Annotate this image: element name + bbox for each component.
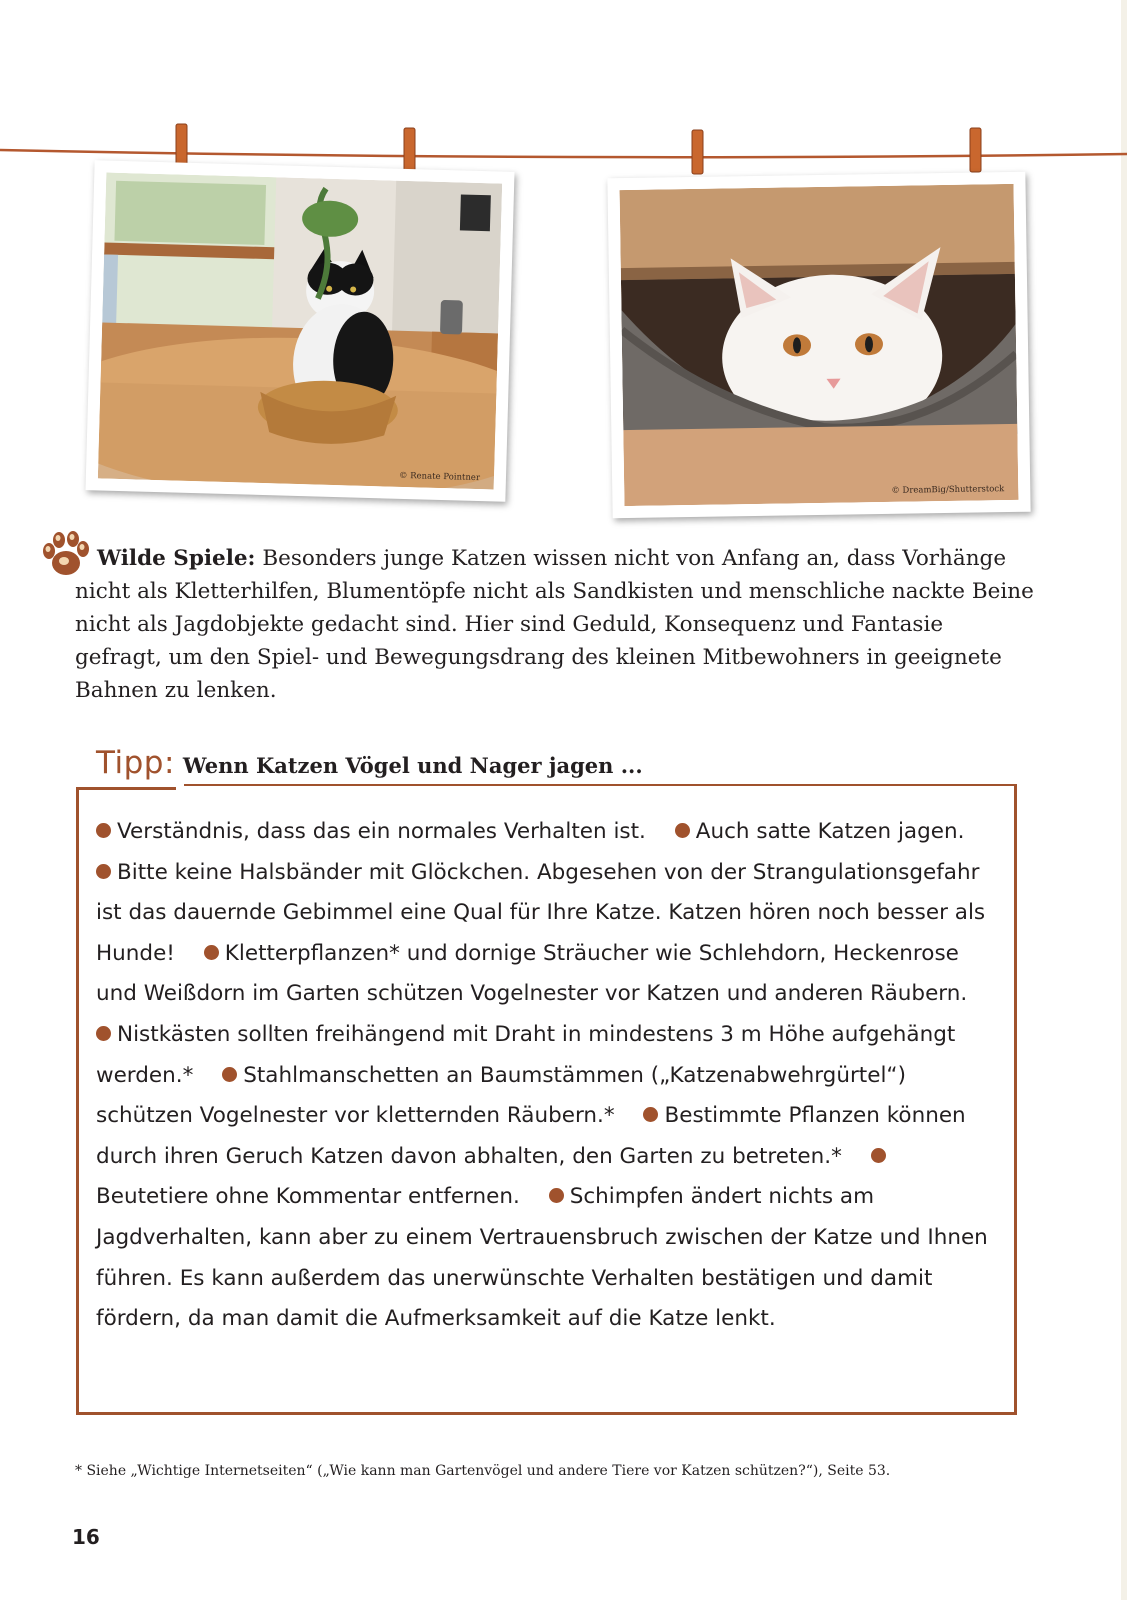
round-bullet-icon [96,823,111,838]
page-edge-strip [1121,0,1127,1600]
round-bullet-icon [871,1148,886,1163]
tip-item-text: Bitte keine Halsbänder mit Glöckchen. Abgesehen von der Strangulationsgefahr ist das dauernde Gebimmel eine Qual für Ihre Katze. Katzen hören noch besser als Hunde! [96,859,986,966]
round-bullet-icon [96,864,111,879]
intro-lead: Wilde Spiele: [97,546,256,571]
round-bullet-icon [204,945,219,960]
footnote: * Siehe „Wichtige Internetseiten“ („Wie kann man Gartenvögel und andere Tiere vor Katzen schützen?“), Seite 53. [75,1463,891,1479]
round-bullet-icon [643,1107,658,1122]
clothespin-2 [404,128,415,172]
tip-label: Tipp: [96,745,175,781]
tip-item [96,941,967,1007]
round-bullet-icon [675,823,690,838]
photo-cat-in-basket [85,160,514,502]
round-bullet-icon [96,1026,111,1041]
photo-credit: © DreamBig/Shutterstock [891,484,1005,496]
photo-white-cat [607,172,1030,519]
tip-item-text: Verständnis, dass das ein normales Verhalten ist. [117,819,646,844]
photo-image [620,184,1019,506]
tip-item-text: Bestimmte Pflanzen können durch ihren Geruch Katzen davon abhalten, den Garten zu betreten.* [96,1103,966,1169]
page-number: 16 [72,1525,100,1549]
tip-heading [96,745,643,781]
tip-item [96,819,646,844]
tip-item [675,819,965,844]
photo-credit: © Renate Pointner [398,470,481,484]
tip-item-text: Stahlmanschetten an Baumstämmen („Katzenabwehrgürtel“) schützen Vogelnester vor kletternden Räubern.* [96,1062,906,1129]
round-bullet-icon [222,1067,237,1082]
tip-item-text: Auch satte Katzen jagen. [695,819,965,844]
round-bullet-icon [549,1188,564,1203]
tip-title: Wenn Katzen Vögel und Nager jagen ... [182,753,643,778]
intro-paragraph [75,542,1035,707]
tip-item-text: Schimpfen ändert nichts am Jagdverhalten, kann aber zu einem Vertrauensbruch zwischen der Katze und Ihnen führen. Es kann außerdem das unerwünschte Verhalten bestätigen und damit fördern, da man damit die Aufmerksamkeit auf die Katze lenkt. [96,1184,988,1332]
clothespin-3 [692,130,703,174]
tip-label-underline [76,787,176,790]
tip-item-text: Nistkästen sollten freihängend mit Draht in mindestens 3 m Höhe aufgehängt werden.* [96,1021,956,1088]
clothespin-4 [970,128,981,172]
photo-image [98,173,502,490]
tip-list [96,812,996,1340]
clothespin-1 [176,124,187,168]
tip-item-text: Beutetiere ohne Kommentar entfernen. [96,1184,520,1210]
intro-text: Besonders junge Katzen wissen nicht von Anfang an, dass Vorhänge nicht als Kletterhilfen, Blumentöpfe nicht als Sandkisten und menschliche nackte Beine nicht als Jagdobjekte gedacht sind. Hier sind Geduld, Konsequenz und Fantasie gefragt, um den Spiel- und Bewegungsdrang des kleinen Mitbewohners in geeignete Bahnen zu lenken. [75,546,1034,703]
tip-item-text: Kletterpflanzen* und dornige Sträucher wie Schlehdorn, Heckenrose und Weißdorn im Garten schützen Vogelnester vor Katzen und anderen Räubern. [96,940,968,1007]
